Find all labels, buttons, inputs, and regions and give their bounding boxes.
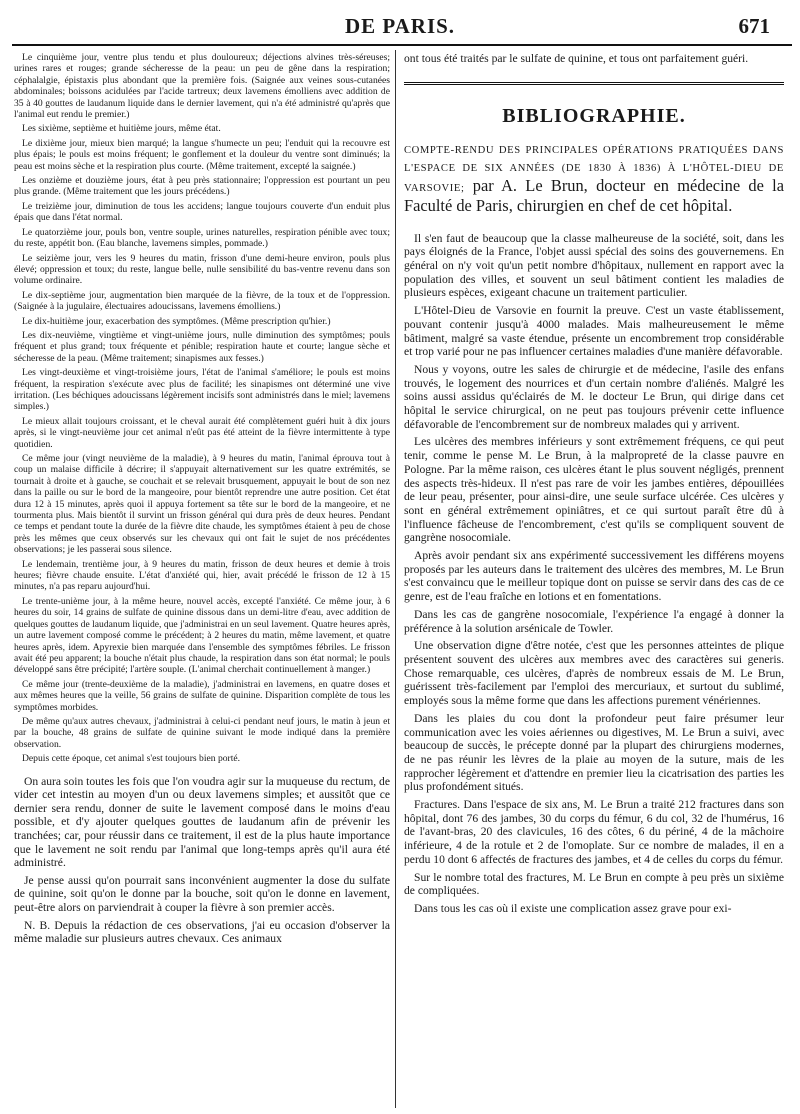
paragraph: Le mieux allait toujours croissant, et le cheval aurait été complètement guéri huit à dix jours après, si le vingt-neuvième jour cet animal n'eût pas été atteint de la fièvre intermittente à type quotidien. xyxy=(14,415,390,450)
paragraph: L'Hôtel-Dieu de Varsovie en fournit la preuve. C'est un vaste établissement, pouvant contenir jusqu'à 4000 malades. Mais malheureusement le même bâtiment, malgré sa vaste étendue, présente un encombrement trop considérable et trop varié pour ne pas influencer certaines maladies d'une manière défavorable. xyxy=(404,304,784,359)
paragraph: Le seizième jour, vers les 9 heures du matin, frisson d'une demi-heure environ, pouls plus élevé; oppression et toux; du reste, langue belle, nulle sensibilité du bas-ventre revenu dans son volume ordinaire. xyxy=(14,252,390,287)
section-divider xyxy=(404,82,784,85)
paragraph: Ce même jour (trente-deuxième de la maladie), j'administrai en lavemens, en quatre doses et aux mêmes heures que la veille, 56 grains de sulfate de quinine. Disparition complète de tous les symptômes morbides. xyxy=(14,678,390,713)
paragraph: Nous y voyons, outre les sales de chirurgie et de médecine, l'asile des enfans trouvés, le logement des nourrices et d'un certain nombre d'aliénés. Malgré les soins aussi assidus qu'éclairés de M. le docteur Le Brun, qui dirige dans cet hôpital le service chirurgical, on ne peut pas toujours prévenir cette influence défavorable de l'encombrement sur de nombreux malades qui y arrivent. xyxy=(404,362,784,431)
case-observation-notes xyxy=(14,52,390,765)
left-column xyxy=(14,52,390,1108)
paragraph: Le dixième jour, mieux bien marqué; la langue s'humecte un peu; l'enduit qui la recouvre est plus épais; le pouls est moins fréquent; le gonflement et la douleur du ventre sont diminués; la peau est moins sèche et la respiration plus courte. (Même traitement, excepté la saignée.) xyxy=(14,137,390,172)
paragraph: Le trente-unième jour, à la même heure, nouvel accès, excepté l'anxiété. Ce même jour, à 6 heures du soir, 14 grains de sulfate de quinine dissous dans un demi-litre d'eau, avec addition de quelques gouttes de laudanum liquide, que j'administrai en un seul lavement. Quatre heures après, un autre lavement composé comme le précédent; à 2 heures du matin, même lavement, et quatre heures après, idem. Apyrexie bien marquée dans l'ensemble des symptômes fébriles. Le frisson avait été peu apparent; la bouche n'était plus chaude, la respiration dans son état normal; le pouls développé sans être précipité; l'artère souple. (L'animal cherchait continuellement à manger.) xyxy=(14,595,390,676)
paragraph: Ce même jour (vingt neuvième de la maladie), à 9 heures du matin, l'animal éprouva tout à coup un malaise difficile à décrire; il s'appuyait alternativement sur les quatre extrémités, se tournait à droite et à gauche, se couchait et se relevait brusquement, appuyait le bout de son nez dans la paille ou sur le bord de la mangeoire, pour bientôt reprendre une autre position. Cet état dura 12 à 15 minutes, après quoi il appuya fortement sa tête sur le bord de la mangeoire, et ne tourmenta plus. Mais bientôt il survint un frisson général qui dura près de deux heures. Pendant ce temps et pendant toute la durée de la fièvre dite chaude, les symptômes étaient à peu de chose près les mêmes que ceux observés sur les chevaux qui ont fait le sujet de nos précédentes observations; je les passerai sous silence. xyxy=(14,453,390,556)
article-heading-author: par A. Le Brun, docteur en médecine de la Faculté de Paris, chirurgien en chef de cet hôpital. xyxy=(404,175,784,215)
article-body xyxy=(404,232,784,916)
paragraph: Dans tous les cas où il existe une complication assez grave pour exi- xyxy=(414,901,732,915)
paragraph: Le dix-huitième jour, exacerbation des symptômes. (Même prescription qu'hier.) xyxy=(22,315,331,327)
paragraph: Les onzième et douzième jours, état à peu près stationnaire; l'oppression est pourtant un peu plus grande. (Même traitement que les jours précédens.) xyxy=(14,175,390,198)
paragraph: Sur le nombre total des fractures, M. Le Brun en compte à peu près un sixième de compliquées. xyxy=(404,870,784,898)
paragraph: On aura soin toutes les fois que l'on voudra agir sur la muqueuse du rectum, de vider cet intestin au moyen d'un ou deux lavemens simples; et aussitôt que ce dernier sera rendu, donner de suite le lavement composé dans le moins d'eau possible, et d'y ajouter quelques gouttes de laudanum afin de prévenir les tranchées; car, pour réussir dans ce traitement, il est de la plus haute importance que le lavement ne soit rendu par l'animal que long-temps après qu'il aura été administré. xyxy=(14,774,390,870)
paragraph: Fractures. Dans l'espace de six ans, M. Le Brun a traité 212 fractures dans son hôpital, dont 76 des jambes, 30 du corps du fémur, 6 du col, 32 de l'humérus, 16 de l'avant-bras, 20 des clavicules, 16 des côtes, 6 du périné, 4 de la mâchoire inférieure, 4 de la rotule et 2 de l'omoplate. Sur ce nombre de malades, il en a perdu 10 dont 6 affectés de fractures des jambes, et 4 de celles du corps du fémur. xyxy=(404,798,784,866)
author-remarks xyxy=(14,775,390,946)
paragraph: Le quatorzième jour, pouls bon, ventre souple, urines naturelles, respiration pénible avec toux; du reste, appétit bon. (Eau blanche, lavemens simples, pommade.) xyxy=(14,226,390,250)
right-column xyxy=(404,52,784,1108)
section-title: BIBLIOGRAPHIE. xyxy=(502,104,686,127)
paragraph: Le lendemain, trentième jour, à 9 heures du matin, frisson de deux heures et demie à trois heures; fièvre chaude ensuite. L'état d'anxiété qui, hier, avait précédé le frisson de 12 à 15 minutes, n'a pas reparu aujourd'hui. xyxy=(14,558,390,593)
header-rule xyxy=(12,44,792,46)
continuation-text: ont tous été traités par le sulfate de quinine, et tous ont parfaitement guéri. xyxy=(404,52,749,65)
article-heading xyxy=(404,140,784,216)
paragraph: Les sixième, septième et huitième jours, même état. xyxy=(22,123,221,135)
paragraph: Dans les cas de gangrène nosocomiale, l'expérience l'a engagé à donner la préférence à la solution arsénicale de Towler. xyxy=(404,607,784,635)
paragraph: Une observation digne d'être notée, c'est que les personnes atteintes de plique présentent souvent des ulcères aux membres avec des caractères sui generis. Chose remarquable, ces ulcères, d'après de nombreux essais de M. Le Brun, guérissent très-facilement par l'emploi des mercuriaux, et surtout du sublimé, employés sous la même forme que dans les affections purement vénériennes. xyxy=(404,639,784,708)
paragraph: Depuis cette époque, cet animal s'est toujours bien porté. xyxy=(22,753,241,765)
page-header xyxy=(0,6,800,42)
paragraph: Les ulcères des membres inférieurs y sont extrêmement fréquens, ce qui peut tenir, comme le pense M. Le Brun, à la malpropreté de la classe pauvre en Pologne. Par la même raison, ces ulcères étant le plus souvent négligés, prennent des aspects très-hideux. Il n'est pas rare de voir les jambes entières, dépouillées de leur peau, présenter, pour ainsi-dire, une seule surface ulcérée. Ces ulcères y sont en général extrêmement opiniâtres, et ce qui surtout paraît être dû à l'influence fâcheuse de l'encombrement, c'est qu'ils se compliquent souvent de gangrène nosocomiale. xyxy=(404,435,784,545)
page-number: 671 xyxy=(738,14,770,38)
paragraph: Le cinquième jour, ventre plus tendu et plus douloureux; déjections alvines très-séreuses; urines rares et rouges; grande sécheresse de la peau: un peu de gêne dans la respiration; céphalalgie, épistaxis plus abondant que la première fois. (Saignée aux veines sous-cutanées abdominales; boissons acidulées par l'acide tartreux; deux lavemens émolliens avec addition de 35 à 40 gouttes de laudanum liquide dans le dernier lavement, qui n'a été administré qu'après que l'animal eut rendu le premier.) xyxy=(14,52,390,121)
paragraph: Je pense aussi qu'on pourrait sans inconvénient augmenter la dose du sulfate de quinine, soit qu'on le donne par la bouche, soit qu'on le donne en lavement, peut-être alors on parviendrait à couper la fièvre à son premier accès. xyxy=(14,873,390,914)
article-heading-caps: COMPTE-RENDU DES PRINCIPALES OPÉRATIONS PRATIQUÉES DANS L'ESPACE DE SIX ANNÉES (DE 1830 À 1836) À L'HÔTEL-DIEU DE VARSOVIE; xyxy=(404,144,784,194)
paragraph: Le dix-septième jour, augmentation bien marquée de la fièvre, de la toux et de l'oppression. (Saignée à la jugulaire, électuaires adoucissans, lavemens émolliens.) xyxy=(14,289,390,313)
paragraph: Il s'en faut de beaucoup que la classe malheureuse de la société, soit, dans les pays éloignés de la France, l'objet aussi spécial des soins des gouvernemens. En général on n'y voit qu'un petit nombre d'hôpitaux, nullement en rapport avec la population des villes, et souvent un seul bâtiment contient les maladies de plusieurs espèces, exigeant chacune un traitement particulier. xyxy=(404,231,784,300)
paragraph: Le treizième jour, diminution de tous les accidens; langue toujours couverte d'un enduit plus épais que dans l'état normal. xyxy=(14,200,390,224)
paragraph: Les dix-neuvième, vingtième et vingt-unième jours, nulle diminution des symptômes; pouls fréquent et plus grand; toux fréquente et pénible; respiration haute et courte; langue sèche et sécheresse de la peau. (Même traitement; sinapismes aux fesses.) xyxy=(14,329,390,364)
paragraph: De même qu'aux autres chevaux, j'administrai à celui-ci pendant neuf jours, le matin à jeun et par la bouche, 48 grains de sulfate de quinine suivant le mode indiqué dans la première observation. xyxy=(14,715,390,750)
running-title: DE PARIS. xyxy=(344,14,456,38)
column-divider xyxy=(395,50,396,1108)
paragraph: N. B. Depuis la rédaction de ces observations, j'ai eu occasion d'observer la même maladie sur plusieurs autres chevaux. Ces animaux xyxy=(14,918,390,946)
paragraph: Dans les plaies du cou dont la profondeur peut faire présumer leur communication avec les voies aériennes ou digestives, M. Le Brun a suivi, avec beaucoup de succès, le précepte donné par la plupart des chirurgiens modernes, de ne pas réunir les lèvres de la plaie au moyen de la suture, mais de les rapprocher légèrement et d'attendre en premier lieu la cicatrisation des parties les plus profondément situés. xyxy=(404,711,784,794)
paragraph: Les vingt-deuxième et vingt-troisième jours, l'état de l'animal s'améliore; le pouls est moins fréquent, la respiration s'exécute avec plus de facilité; les sinapismes ont déterminé une vive irritation. (Les béchiques adoucissans légèrement incisifs sont administrés dans le miel; lavemens simples.) xyxy=(14,367,390,413)
paragraph: Après avoir pendant six ans expérimenté successivement les différens moyens proposés par les auteurs dans le traitement des ulcères des membres, M. Le Brun s'est convaincu que le meilleur topique dont on puisse se servir dans des cas de ce genre, est de l'eau fraîche en lotions et en fomentations. xyxy=(404,549,784,604)
